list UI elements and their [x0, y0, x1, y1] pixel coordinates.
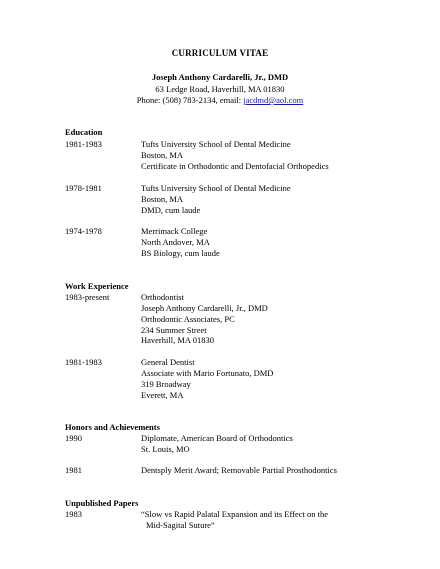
- education-line: North Andover, MA: [141, 237, 210, 247]
- education-years: 1978-1981: [65, 183, 102, 193]
- email-link[interactable]: jacdmd@aol.com: [243, 95, 304, 105]
- education-line: Tufts University School of Dental Medicine: [141, 183, 291, 193]
- education-line: DMD, cum laude: [141, 205, 201, 215]
- candidate-name: Joseph Anthony Cardarelli, Jr., DMD: [151, 72, 289, 82]
- education-line: Boston, MA: [141, 150, 184, 160]
- work-heading: Work Experience: [65, 281, 129, 291]
- work-line: 319 Broadway: [141, 379, 191, 389]
- honors-line: St. Louis, MO: [141, 444, 190, 454]
- education-line: Merrimack College: [141, 226, 208, 236]
- work-line: Haverhill, MA 01830: [141, 335, 214, 345]
- papers-heading: Unpublished Papers: [65, 498, 139, 508]
- education-line: Boston, MA: [141, 194, 184, 204]
- honors-years: 1990: [65, 433, 82, 443]
- work-years: 1983-present: [65, 292, 110, 302]
- work-line: Orthodontic Associates, PC: [141, 314, 235, 324]
- candidate-address: 63 Ledge Road, Haverhill, MA 01830: [155, 84, 285, 94]
- education-heading: Education: [65, 127, 103, 137]
- phone-text: Phone: (508) 783-2134, email:: [136, 95, 242, 105]
- education-line: BS Biology, cum laude: [141, 248, 220, 258]
- education-years: 1981-1983: [65, 139, 102, 149]
- work-line: Joseph Anthony Cardarelli, Jr., DMD: [141, 303, 268, 313]
- work-years: 1981-1983: [65, 357, 102, 367]
- papers-line: Mid-Sagital Suture”: [146, 520, 215, 530]
- document-title: CURRICULUM VITAE: [171, 48, 269, 58]
- work-line: Orthodontist: [141, 292, 184, 302]
- work-line: 234 Summer Street: [141, 325, 207, 335]
- contact-line: [0, 95, 440, 105]
- work-line: Everett, MA: [141, 390, 184, 400]
- papers-years: 1983: [65, 509, 82, 519]
- work-line: General Dentist: [141, 357, 195, 367]
- honors-line: Diplomate, American Board of Orthodontics: [141, 433, 293, 443]
- work-line: Associate with Mario Fortunato, DMD: [141, 368, 274, 378]
- education-line: Certificate in Orthodontic and Dentofacial Orthopedics: [141, 161, 329, 171]
- education-years: 1974-1978: [65, 226, 102, 236]
- education-line: Tufts University School of Dental Medicine: [141, 139, 291, 149]
- honors-heading: Honors and Achievements: [65, 422, 160, 432]
- honors-line: Dentsply Merit Award; Removable Partial Prosthodontics: [141, 465, 337, 475]
- honors-years: 1981: [65, 465, 82, 475]
- papers-line: “Slow vs Rapid Palatal Expansion and its Effect on the: [141, 509, 329, 519]
